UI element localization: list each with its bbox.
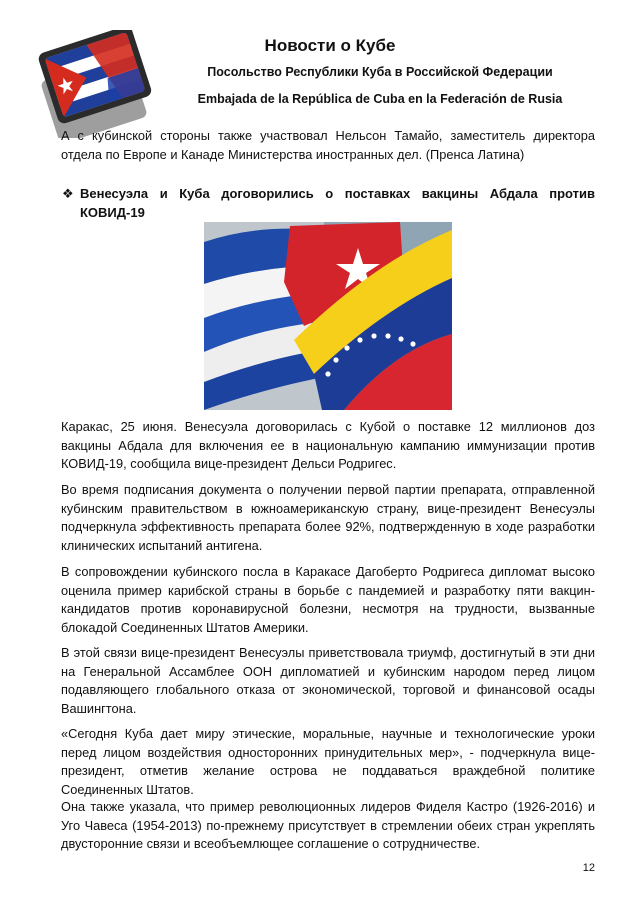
diamond-bullet-icon: ❖ xyxy=(62,186,74,201)
embassy-name-ru: Посольство Республики Куба в Российской Федерации xyxy=(207,65,553,79)
article-paragraph-2: Во время подписания документа о получении первой партии препарата, отправленной кубинским правительством в южноамериканскую страну, вице-президент Венесуэлы подчеркнула эффективность препарата более 92%, подтвержденную в ходе разработки клинических испытаний антигена. xyxy=(61,482,595,553)
article-headline-text: Венесуэла и Куба договорились о поставках вакцины Абдала против КОВИД-19 xyxy=(80,186,595,220)
cuba-venezuela-flags-photo xyxy=(204,222,452,410)
article-headline xyxy=(62,185,595,222)
article-paragraph-1: Каракас, 25 июня. Венесуэла договорилась с Кубой о поставке 12 миллионов доз вакцины Абдала для включения ее в национальную кампанию иммунизации против КОВИД-19, сообщила вице-президент Дельси Родригес. xyxy=(61,419,595,472)
intro-paragraph: А с кубинской стороны также участвовал Нельсон Тамайо, заместитель директора отдела по Европе и Канаде Министерства иностранных дел. (Пренса Латина) xyxy=(61,128,595,162)
page-title: Новости о Кубе xyxy=(264,36,396,55)
article-paragraph-3: В сопровождении кубинского посла в Каракасе Дагоберто Родригеса дипломат высоко оценила пример карибской страны в борьбе с пандемией и разработку пяти вакцин-кандидатов против коронавирусной болезни, несмотря на трудности, вызванные блокадой Соединенных Штатов Америки. xyxy=(61,564,595,635)
embassy-name-es: Embajada de la República de Cuba en la Federación de Rusia xyxy=(197,92,563,106)
article-paragraph-5: «Сегодня Куба дает миру этические, моральные, научные и технологические уроки перед лицом воздействия односторонних принудительных мер», - подчеркнула вице-президент, отметив желание острова не поддаваться враждебной политике Соединенных Штатов. xyxy=(61,726,595,797)
article-paragraph-4: В этой связи вице-президент Венесуэлы приветствовала триумф, достигнутый в эти дни на Генеральной Ассамблее ООН дипломатией и кубинским народом перед лицом подавляющего глобального отказа от экономической, торговой и финансовой осады Вашингтона. xyxy=(61,645,595,716)
article-paragraph-6: Она также указала, что пример революционных лидеров Фиделя Кастро (1926-2016) и Уго Чавеса (1954-2013) по-прежнему присутствует в стремлении обеих стран укреплять двусторонние связи и всеобъемлющее соглашение о сотрудничестве. xyxy=(61,799,595,852)
cuba-russia-flag-icon xyxy=(34,30,154,138)
page-number: 12 xyxy=(582,862,595,874)
